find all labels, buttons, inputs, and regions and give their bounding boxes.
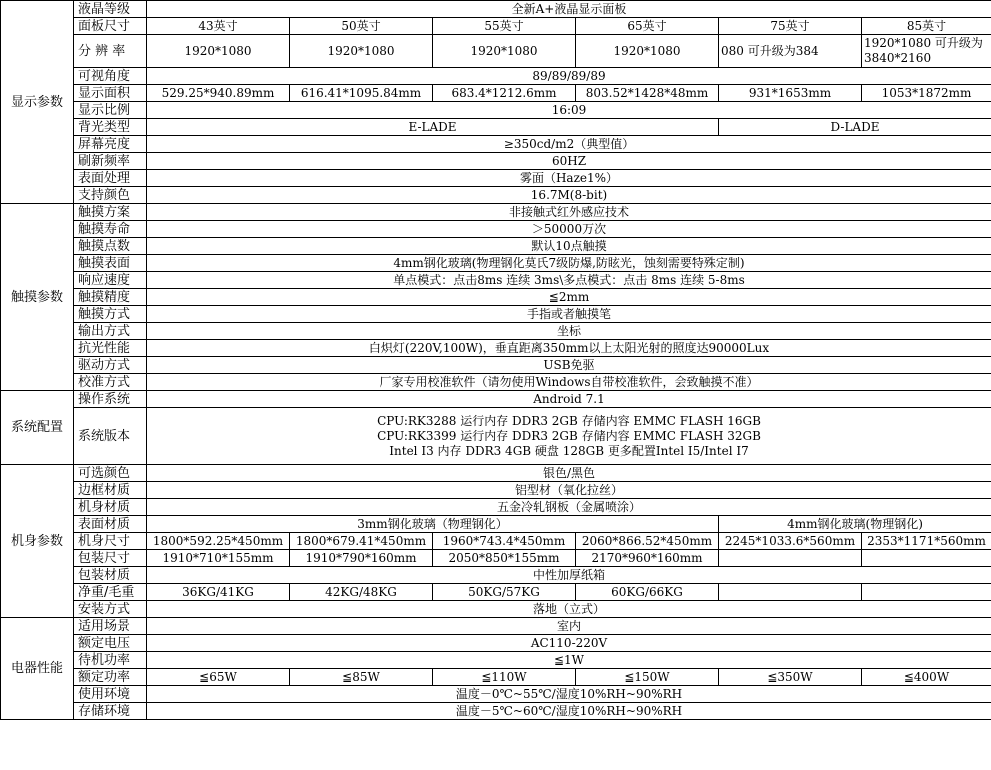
row-label-os: 操作系统 bbox=[74, 391, 147, 408]
pack-size-50: 1910*790*160mm bbox=[290, 550, 433, 567]
pack-size-75 bbox=[719, 550, 862, 567]
row-label-driver: 驱动方式 bbox=[74, 357, 147, 374]
row-label-surface-material: 表面材质 bbox=[74, 516, 147, 533]
value-colors: 16.7M(8-bit) bbox=[147, 187, 991, 204]
row-label-grade: 液晶等级 bbox=[74, 1, 147, 18]
row-label-touch-method: 触摸方式 bbox=[74, 306, 147, 323]
size-50: 50英寸 bbox=[290, 18, 433, 35]
value-refresh: 60HZ bbox=[147, 153, 991, 170]
body-size-43: 1800*592.25*450mm bbox=[147, 533, 290, 550]
row-label-voltage: 额定电压 bbox=[74, 635, 147, 652]
weight-75 bbox=[719, 584, 862, 601]
value-touch-scheme: 非接触式红外感应技术 bbox=[147, 204, 991, 221]
resolution-50: 1920*1080 bbox=[290, 35, 433, 68]
row-label-use-env: 使用环境 bbox=[74, 686, 147, 703]
backlight-small: E-LADE bbox=[147, 119, 719, 136]
size-75: 75英寸 bbox=[719, 18, 862, 35]
area-65: 803.52*1428*48mm bbox=[576, 85, 719, 102]
value-calibration: 厂家专用校准软件（请勿使用Windows自带校准软件，会致触摸不准） bbox=[147, 374, 991, 391]
row-label-store-env: 存储环境 bbox=[74, 703, 147, 720]
size-85: 85英寸 bbox=[862, 18, 991, 35]
row-label-backlight: 背光类型 bbox=[74, 119, 147, 136]
surface-material-small: 3mm钢化玻璃（物理钢化） bbox=[147, 516, 719, 533]
value-viewing-angle: 89/89/89/89 bbox=[147, 68, 991, 85]
value-response: 单点模式：点击8ms 连续 3ms\多点模式：点击 8ms 连续 5-8ms bbox=[147, 272, 991, 289]
body-size-75: 2245*1033.6*560mm bbox=[719, 533, 862, 550]
row-label-touch-surface: 触摸表面 bbox=[74, 255, 147, 272]
value-standby: ≦1W bbox=[147, 652, 991, 669]
weight-43: 36KG/41KG bbox=[147, 584, 290, 601]
system-version-line: CPU:RK3288 运行内存 DDR3 2GB 存储内容 EMMC FLASH 16GB bbox=[377, 413, 761, 428]
row-label-brightness: 屏幕亮度 bbox=[74, 136, 147, 153]
row-label-touch-scheme: 触摸方案 bbox=[74, 204, 147, 221]
row-label-surface-treatment: 表面处理 bbox=[74, 170, 147, 187]
row-label-viewing-angle: 可视角度 bbox=[74, 68, 147, 85]
value-os: Android 7.1 bbox=[147, 391, 991, 408]
value-ratio: 16:09 bbox=[147, 102, 991, 119]
row-label-colors: 支持颜色 bbox=[74, 187, 147, 204]
body-size-55: 1960*743.4*450mm bbox=[433, 533, 576, 550]
value-output: 坐标 bbox=[147, 323, 991, 340]
value-install: 落地（立式） bbox=[147, 601, 991, 618]
area-55: 683.4*1212.6mm bbox=[433, 85, 576, 102]
pack-size-43: 1910*710*155mm bbox=[147, 550, 290, 567]
value-grade: 全新A+液晶显示面板 bbox=[147, 1, 991, 18]
power-50: ≦85W bbox=[290, 669, 433, 686]
weight-55: 50KG/57KG bbox=[433, 584, 576, 601]
value-use-env: 温度－0℃~55℃/湿度10%RH~90%RH bbox=[147, 686, 991, 703]
body-size-65: 2060*866.52*450mm bbox=[576, 533, 719, 550]
power-85: ≦400W bbox=[862, 669, 991, 686]
value-surface-treatment: 雾面（Haze1%） bbox=[147, 170, 991, 187]
surface-material-large: 4mm钢化玻璃(物理钢化) bbox=[719, 516, 991, 533]
pack-size-65: 2170*960*160mm bbox=[576, 550, 719, 567]
pack-size-85 bbox=[862, 550, 991, 567]
row-label-touch-points: 触摸点数 bbox=[74, 238, 147, 255]
weight-50: 42KG/48KG bbox=[290, 584, 433, 601]
value-system-version bbox=[147, 408, 991, 465]
row-label-calibration: 校准方式 bbox=[74, 374, 147, 391]
area-43: 529.25*940.89mm bbox=[147, 85, 290, 102]
size-43: 43英寸 bbox=[147, 18, 290, 35]
row-label-output: 输出方式 bbox=[74, 323, 147, 340]
value-frame: 铝型材（氧化拉丝） bbox=[147, 482, 991, 499]
power-55: ≦110W bbox=[433, 669, 576, 686]
row-label-response: 响应速度 bbox=[74, 272, 147, 289]
row-label-shell: 机身材质 bbox=[74, 499, 147, 516]
row-label-frame: 边框材质 bbox=[74, 482, 147, 499]
category-body: 机身参数 bbox=[1, 465, 74, 618]
resolution-43: 1920*1080 bbox=[147, 35, 290, 68]
system-version-line: CPU:RK3399 运行内存 DDR3 2GB 存储内容 EMMC FLASH 32GB bbox=[377, 428, 761, 443]
category-touch: 触摸参数 bbox=[1, 204, 74, 391]
row-label-accuracy: 触摸精度 bbox=[74, 289, 147, 306]
row-label-power: 额定功率 bbox=[74, 669, 147, 686]
area-85: 1053*1872mm bbox=[862, 85, 991, 102]
value-light-resistance: 白炽灯(220V,100W)，垂直距离350mm以上太阳光射的照度达90000Lux bbox=[147, 340, 991, 357]
row-label-standby: 待机功率 bbox=[74, 652, 147, 669]
row-label-color: 可选颜色 bbox=[74, 465, 147, 482]
row-label-light-resistance: 抗光性能 bbox=[74, 340, 147, 357]
weight-85 bbox=[862, 584, 991, 601]
value-shell: 五金冷轧钢板（金属喷涂） bbox=[147, 499, 991, 516]
power-65: ≦150W bbox=[576, 669, 719, 686]
row-label-ratio: 显示比例 bbox=[74, 102, 147, 119]
power-43: ≦65W bbox=[147, 669, 290, 686]
category-display: 显示参数 bbox=[1, 1, 74, 204]
pack-size-55: 2050*850*155mm bbox=[433, 550, 576, 567]
value-store-env: 温度－5℃~60℃/湿度10%RH~90%RH bbox=[147, 703, 991, 720]
row-label-pack-size: 包装尺寸 bbox=[74, 550, 147, 567]
resolution-55: 1920*1080 bbox=[433, 35, 576, 68]
value-color: 银色/黑色 bbox=[147, 465, 991, 482]
area-75: 931*1653mm bbox=[719, 85, 862, 102]
value-brightness: ≥350cd/m2（典型值） bbox=[147, 136, 991, 153]
power-75: ≦350W bbox=[719, 669, 862, 686]
row-label-touch-life: 触摸寿命 bbox=[74, 221, 147, 238]
backlight-large: D-LADE bbox=[719, 119, 991, 136]
size-55: 55英寸 bbox=[433, 18, 576, 35]
value-touch-surface: 4mm钢化玻璃(物理钢化莫氏7级防爆,防眩光，蚀刻需要特殊定制) bbox=[147, 255, 991, 272]
value-touch-life: ＞50000万次 bbox=[147, 221, 991, 238]
value-touch-method: 手指或者触摸笔 bbox=[147, 306, 991, 323]
size-65: 65英寸 bbox=[576, 18, 719, 35]
area-50: 616.41*1095.84mm bbox=[290, 85, 433, 102]
resolution-65: 1920*1080 bbox=[576, 35, 719, 68]
value-voltage: AC110-220V bbox=[147, 635, 991, 652]
value-scene: 室内 bbox=[147, 618, 991, 635]
value-pack-material: 中性加厚纸箱 bbox=[147, 567, 991, 584]
body-size-50: 1800*679.41*450mm bbox=[290, 533, 433, 550]
row-label-system-version: 系统版本 bbox=[74, 408, 147, 465]
row-label-scene: 适用场景 bbox=[74, 618, 147, 635]
system-version-line: Intel I3 内存 DDR3 4GB 硬盘 128GB 更多配置Intel I5/Intel I7 bbox=[389, 443, 749, 458]
row-label-weight: 净重/毛重 bbox=[74, 584, 147, 601]
value-accuracy: ≦2mm bbox=[147, 289, 991, 306]
row-label-body-size: 机身尺寸 bbox=[74, 533, 147, 550]
row-label-install: 安装方式 bbox=[74, 601, 147, 618]
resolution-85: 1920*1080 可升级为3840*2160 bbox=[862, 35, 991, 68]
category-system: 系统配置 bbox=[1, 391, 74, 465]
row-label-area: 显示面积 bbox=[74, 85, 147, 102]
category-electrical: 电器性能 bbox=[1, 618, 74, 720]
row-label-size: 面板尺寸 bbox=[74, 18, 147, 35]
row-label-refresh: 刷新频率 bbox=[74, 153, 147, 170]
body-size-85: 2353*1171*560mm bbox=[862, 533, 991, 550]
row-label-pack-material: 包装材质 bbox=[74, 567, 147, 584]
row-label-resolution: 分 辨 率 bbox=[74, 35, 147, 68]
value-driver: USB免驱 bbox=[147, 357, 991, 374]
resolution-75: 080 可升级为384 bbox=[719, 35, 862, 68]
value-touch-points: 默认10点触摸 bbox=[147, 238, 991, 255]
weight-65: 60KG/66KG bbox=[576, 584, 719, 601]
